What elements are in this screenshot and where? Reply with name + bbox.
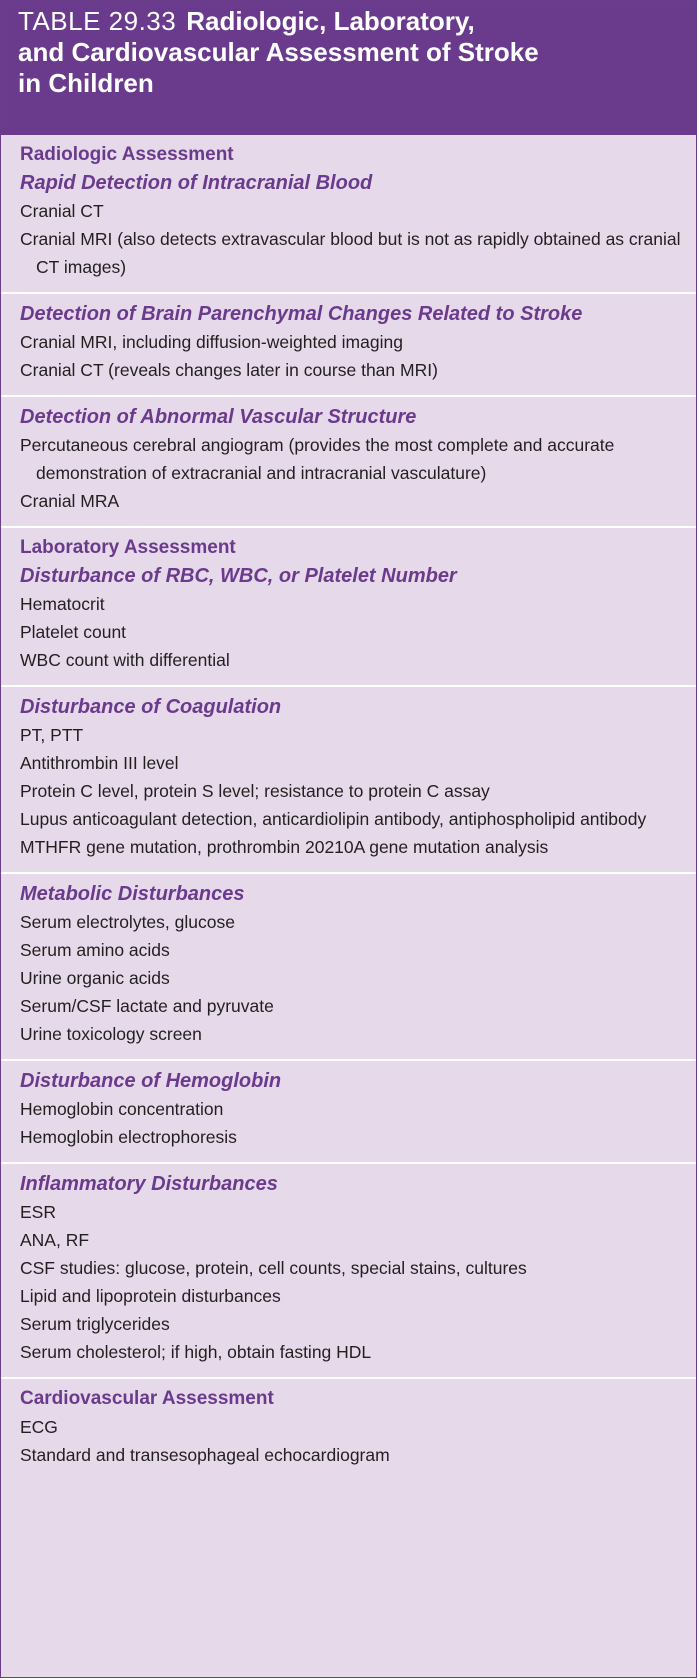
list-item: Urine toxicology screen xyxy=(20,1024,202,1044)
table-section xyxy=(1,528,696,687)
list-item: ESR xyxy=(20,1202,56,1222)
list-item: Standard and transesophageal echocardiogram xyxy=(20,1445,390,1465)
list-item: Hemoglobin electrophoresis xyxy=(20,1127,237,1147)
section-subheading: Detection of Brain Parenchymal Changes Related to Stroke xyxy=(20,303,583,325)
table-section xyxy=(1,1379,696,1480)
section-subheading: Inflammatory Disturbances xyxy=(20,1173,278,1195)
list-item: MTHFR gene mutation, prothrombin 20210A gene mutation analysis xyxy=(20,837,549,857)
list-item: ECG xyxy=(20,1417,58,1437)
table-number: TABLE 29.33 xyxy=(18,6,177,36)
table-section xyxy=(1,135,696,294)
list-item: Cranial MRI (also detects extravascular blood but is not as rapidly obtained as cranial CT images) xyxy=(20,229,681,277)
list-item: Cranial MRI, including diffusion-weighted imaging xyxy=(20,332,403,352)
table-section xyxy=(1,397,696,528)
list-item: Cranial CT xyxy=(20,201,104,221)
list-item: Antithrombin III level xyxy=(20,753,179,773)
section-subheading: Disturbance of Hemoglobin xyxy=(20,1070,282,1092)
section-group-heading: Cardiovascular Assessment xyxy=(20,1388,274,1409)
list-item: Cranial CT (reveals changes later in course than MRI) xyxy=(20,360,438,380)
table-title-line-3: in Children xyxy=(18,68,154,98)
table-title-line-1 xyxy=(18,6,686,37)
table-section xyxy=(1,874,696,1061)
table-section xyxy=(1,294,696,397)
list-item: PT, PTT xyxy=(20,725,84,745)
list-item: Urine organic acids xyxy=(20,968,170,988)
list-item: Hematocrit xyxy=(20,594,105,614)
list-item: WBC count with differential xyxy=(20,650,230,670)
list-item: Platelet count xyxy=(20,622,127,642)
list-item: Lipid and lipoprotein disturbances xyxy=(20,1286,281,1306)
list-item: Cranial MRA xyxy=(20,491,120,511)
table-body xyxy=(1,135,696,1480)
section-group-heading: Radiologic Assessment xyxy=(20,144,234,165)
section-subheading: Detection of Abnormal Vascular Structure xyxy=(20,406,417,428)
table-header xyxy=(1,1,696,135)
list-item: Serum triglycerides xyxy=(20,1314,170,1334)
table-section xyxy=(1,1061,696,1164)
table-title-text-1: Radiologic, Laboratory, xyxy=(186,6,475,36)
list-item: Serum amino acids xyxy=(20,940,170,960)
list-item: Lupus anticoagulant detection, anticardiolipin antibody, antiphospholipid antibody xyxy=(20,809,647,829)
list-item: Percutaneous cerebral angiogram (provides the most complete and accurate demonstration of extracranial and intracranial vasculature) xyxy=(20,435,615,483)
section-subheading: Rapid Detection of Intracranial Blood xyxy=(20,172,373,194)
table-section xyxy=(1,687,696,874)
list-item: Serum cholesterol; if high, obtain fasting HDL xyxy=(20,1342,372,1362)
list-item: Hemoglobin concentration xyxy=(20,1099,224,1119)
list-item: Serum electrolytes, glucose xyxy=(20,912,235,932)
section-subheading: Metabolic Disturbances xyxy=(20,883,245,905)
table-title-line-2: and Cardiovascular Assessment of Stroke xyxy=(18,37,539,67)
list-item: ANA, RF xyxy=(20,1230,90,1250)
list-item: Protein C level, protein S level; resistance to protein C assay xyxy=(20,781,490,801)
section-subheading: Disturbance of RBC, WBC, or Platelet Number xyxy=(20,565,457,587)
list-item: Serum/CSF lactate and pyruvate xyxy=(20,996,274,1016)
table-section xyxy=(1,1164,696,1379)
section-group-heading: Laboratory Assessment xyxy=(20,537,236,558)
list-item: CSF studies: glucose, protein, cell counts, special stains, cultures xyxy=(20,1258,527,1278)
section-subheading: Disturbance of Coagulation xyxy=(20,696,282,718)
